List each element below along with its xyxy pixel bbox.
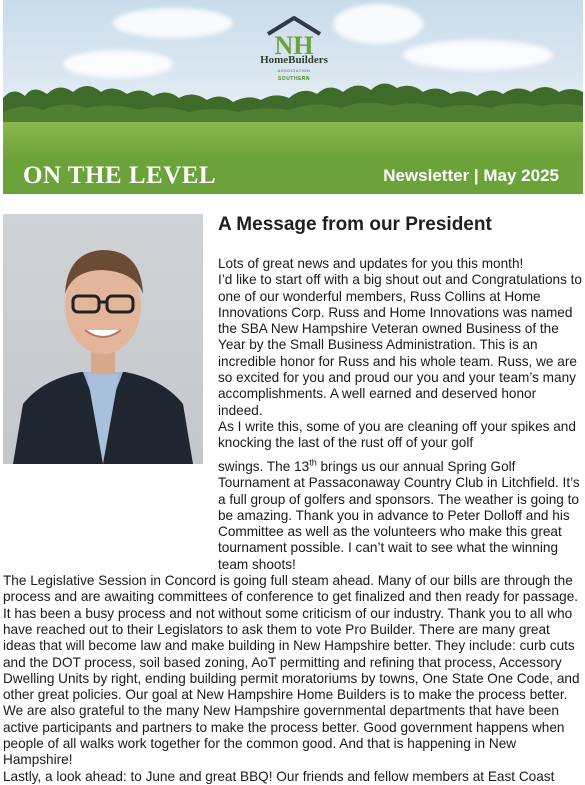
golf-text-b: brings us our annual Spring Golf Tournament at Passaconaway Country Club in Litchfield. It’s a full group of golfers and sponsors. The weather is going to be amazing. Thank you in advance to Peter Dolloff and his Committee as well as the volunteers who make this great tournament possible. I can’t wait to see what the winning team shoots!	[218, 459, 580, 572]
logo-association: ASSOCIATION	[277, 68, 311, 73]
paragraph-golf-intro: As I write this, some of you are cleaning off your spikes and knocking the last of the rust off of your golf	[218, 418, 576, 451]
header-banner	[3, 0, 583, 194]
association-logo	[248, 14, 340, 86]
svg-text:NH: NH	[274, 31, 314, 56]
cloud-shape	[333, 4, 423, 44]
article-intro	[218, 256, 584, 452]
paragraph-golf	[3, 459, 583, 573]
golf-text-a: swings. The 13	[218, 459, 310, 474]
house-nh-icon	[248, 14, 340, 56]
paragraph-legislative: The Legislative Session in Concord is going full steam ahead. Many of our bills are through the process and are awaiting committees of conference to get finalized and then ready for passage. It has been a busy process and not without some criticism of our industry. Thank you to all who have reached out to their Legislators to ask them to vote Pro Builder. There are many great ideas that will become law and make building in New Hampshire better. They include: curb cuts and the DOT process, soil based zoning, AoT permitting and refining that process, Accessory Dwelling Units by right, ending building permit moratoriums by towns, One State One Code, and other great policies. Our goal at New Hampshire Home Builders is to make the process better. We are also grateful to the many New Hampshire governmental departments that have been active participants and partners to make the process better. Good government happens when people of all walks work together for the common good. And that is happening in New Hampshire!	[3, 573, 580, 768]
cloud-shape	[403, 40, 553, 70]
portrait-illustration	[3, 214, 203, 464]
logo-region: SOUTHERN	[277, 76, 311, 82]
golf-date-suffix: th	[309, 457, 317, 468]
logo-name: HomeBuilders	[260, 54, 328, 66]
paragraph-lookahead: Lastly, a look ahead: to June and great BBQ! Our friends and fellow members at East Coast	[3, 768, 555, 784]
paragraph-greeting: Lots of great news and updates for you this month!	[218, 256, 524, 271]
title-bar	[3, 157, 583, 194]
newsletter-issue: Newsletter | May 2025	[383, 166, 559, 185]
president-portrait	[3, 214, 203, 464]
article-heading: A Message from our President	[218, 214, 492, 235]
newsletter-title: ON THE LEVEL	[23, 162, 217, 189]
lawn-graphic	[3, 122, 583, 157]
cloud-shape	[113, 8, 233, 38]
paragraph-congratulations: I’d like to start off with a big shout out and Congratulations to one of our wonderful members, Russ Collins at Home Innovations Corp. Russ and Home Innovations was named the SBA New Hampshire Veteran owned Business of the Year by the Small Business Administration. This is an incredible honor for Russ and his whole team. Russ, we are so excited for you and proud our you and your team’s many accomplishments. A well earned and deserved honor indeed.	[218, 272, 582, 418]
cloud-shape	[63, 50, 173, 78]
article-body	[3, 459, 583, 785]
